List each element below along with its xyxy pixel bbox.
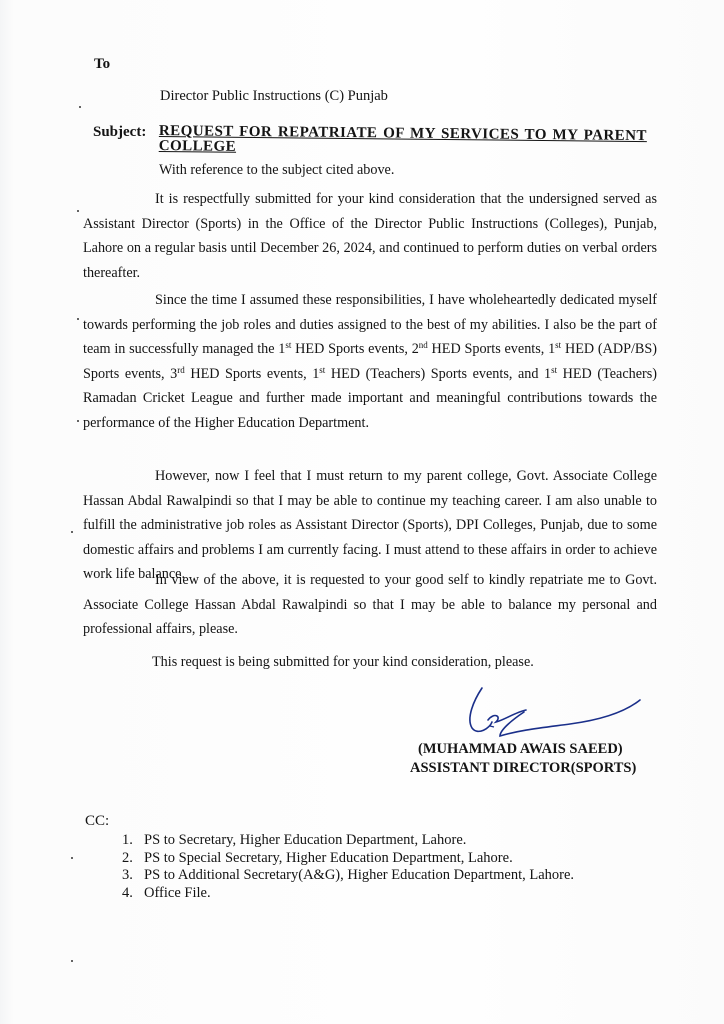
paragraph-service: It is respectfully submitted for your kind consideration that the undersigned served as Assistant Director (Sports) in the Office of the Director Public Instructions (Colleges), Punjab, Lahore on a regular basis until December 26, 2024, and continued to perform duties on verbal orders thereafter. xyxy=(83,191,657,281)
cc-item xyxy=(122,867,574,885)
ordinal-suffix: st xyxy=(319,364,326,375)
addressee: Director Public Instructions (C) Punjab xyxy=(160,88,388,104)
paragraph-closing: This request is being submitted for your kind consideration, please. xyxy=(152,654,534,670)
cc-label: CC: xyxy=(85,813,110,829)
text-run: HED Sports events, 1 xyxy=(427,341,556,357)
subject-text: REQUEST FOR REPATRIATE OF MY SERVICES TO MY PARENT COLLEGE xyxy=(158,123,647,155)
cc-list xyxy=(122,832,574,902)
text-run: HED (ADP/BS) Sports events, 3 xyxy=(83,341,657,382)
cc-text: PS to Special Secretary, Higher Education Department, Lahore. xyxy=(144,849,513,866)
scan-speck xyxy=(79,106,81,108)
reference-line: With reference to the subject cited above. xyxy=(159,162,395,178)
cc-number: 1. xyxy=(122,832,133,848)
cc-number: 3. xyxy=(122,867,133,883)
scan-speck xyxy=(71,857,73,859)
scan-speck xyxy=(77,420,79,422)
paragraph-return-request: However, now I feel that I must return to my parent college, Govt. Associate College Hassan Abdal Rawalpindi so that I may be able to continue my teaching career. I am also unable to fulfill the administrative job roles as Assistant Director (Sports), DPI Colleges, Punjab, due to some domestic affairs and problems I am currently facing. I must attend to these affairs in order to achieve work life balance. xyxy=(83,468,657,582)
signatory-title: ASSISTANT DIRECTOR(SPORTS) xyxy=(410,760,637,776)
scan-speck xyxy=(77,318,79,320)
cc-item xyxy=(122,832,574,850)
text-run: HED (Teachers) Sports events, and 1 xyxy=(325,365,552,382)
scan-speck xyxy=(77,210,79,212)
subject-label: Subject: xyxy=(93,124,147,140)
cc-text: Office File. xyxy=(144,884,211,901)
cc-item xyxy=(122,850,574,868)
scan-speck xyxy=(71,531,73,533)
ordinal-suffix: st xyxy=(285,340,292,350)
paragraph-repatriation: In view of the above, it is requested to your good self to kindly repatriate me to Govt. Associate College Hassan Abdal Rawalpindi so that I may be able to balance my personal and professional affairs, please. xyxy=(83,572,657,637)
signatory-name: (MUHAMMAD AWAIS SAEED) xyxy=(418,741,623,757)
cc-item xyxy=(122,885,574,903)
cc-text: PS to Additional Secretary(A&G), Higher Education Department, Lahore. xyxy=(144,867,575,883)
cc-text: PS to Secretary, Higher Education Department, Lahore. xyxy=(144,832,467,848)
paragraph-contributions xyxy=(83,288,657,435)
cc-number: 4. xyxy=(122,884,133,901)
text-run: HED (Teachers) Ramadan Cricket League and further made important and meaningful contributions towards the performance of the Higher Education Department. xyxy=(83,365,658,431)
ordinal-suffix: st xyxy=(551,364,558,375)
signature-icon xyxy=(460,684,660,744)
to-label: To xyxy=(94,56,111,72)
ordinal-suffix: rd xyxy=(177,364,185,375)
text-run: Since the time I assumed these responsibilities, I have wholeheartedly dedicated myself towards performing the job roles and duties assigned to the best of my abilities. I also be the part of team in successfully managed the 1 xyxy=(83,292,657,357)
text-run: HED Sports events, 1 xyxy=(184,365,320,382)
text-run: HED Sports events, 2 xyxy=(291,341,419,357)
ordinal-suffix: nd xyxy=(418,340,428,350)
cc-number: 2. xyxy=(122,849,133,866)
ordinal-suffix: st xyxy=(555,340,562,350)
scan-speck xyxy=(71,960,73,962)
